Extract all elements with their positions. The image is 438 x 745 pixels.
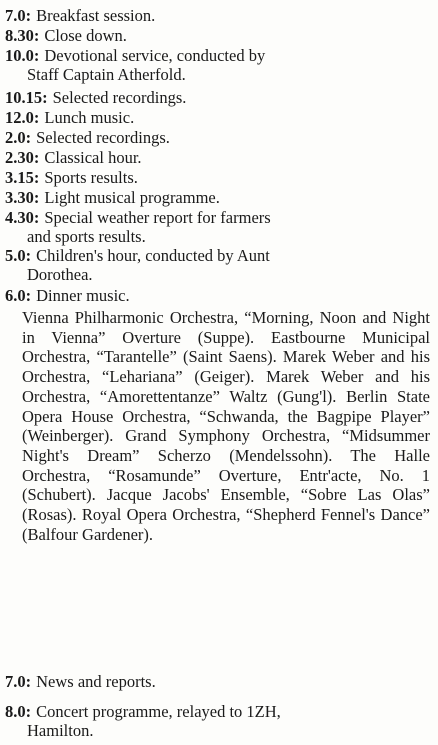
- entry-time: 8.0:: [5, 702, 32, 721]
- entry-time: 5.0:: [5, 246, 32, 265]
- schedule-entry: [5, 208, 430, 246]
- entry-time: 10.0:: [5, 46, 40, 65]
- entry-continuation: Hamilton.: [27, 721, 94, 740]
- entry-time: 8.30:: [5, 26, 40, 45]
- entry-text: Devotional service, conducted by: [44, 46, 266, 65]
- entry-text: Lunch music.: [44, 108, 135, 127]
- schedule-entry: [5, 672, 430, 691]
- entry-text: Special weather report for farmers: [44, 208, 271, 227]
- entry-text: Close down.: [44, 26, 127, 45]
- schedule-entry: [5, 128, 430, 147]
- entry-continuation: and sports results.: [27, 227, 146, 246]
- entry-time: 7.0:: [5, 672, 32, 691]
- entry-time: 3.15:: [5, 168, 40, 187]
- entry-text: Dinner music.: [36, 286, 130, 305]
- schedule-entry: [5, 168, 430, 187]
- entry-time: 3.30:: [5, 188, 40, 207]
- entry-continuation: Dorothea.: [27, 265, 93, 284]
- schedule-entry: [5, 88, 430, 107]
- schedule-entry: [5, 108, 430, 127]
- entry-continuation: Staff Captain Atherfold.: [27, 65, 186, 84]
- entry-time: 2.0:: [5, 128, 32, 147]
- entry-time: 10.15:: [5, 88, 48, 107]
- entry-text: Sports results.: [44, 168, 138, 187]
- schedule-entry: [5, 46, 430, 84]
- entry-time: 6.0:: [5, 286, 32, 305]
- schedule-entry: [5, 148, 430, 167]
- schedule-entry: [5, 26, 430, 45]
- entry-text: News and reports.: [36, 672, 156, 691]
- schedule-entry: [5, 286, 430, 305]
- entry-time: 2.30:: [5, 148, 40, 167]
- entry-time: 12.0:: [5, 108, 40, 127]
- schedule-entry: [5, 702, 430, 740]
- schedule-entry: [5, 6, 430, 25]
- entry-text: Concert programme, relayed to 1ZH,: [36, 702, 281, 721]
- schedule-entry: [5, 246, 430, 284]
- entry-text: Breakfast session.: [36, 6, 156, 25]
- entry-text: Light musical programme.: [44, 188, 220, 207]
- entry-text: Classical hour.: [44, 148, 142, 167]
- entry-text: Selected recordings.: [52, 88, 187, 107]
- entry-text: Children's hour, conducted by Aunt: [36, 246, 270, 265]
- entry-time: 4.30:: [5, 208, 40, 227]
- entry-text: Selected recordings.: [36, 128, 170, 147]
- schedule-entry: [5, 188, 430, 207]
- dinner-music-listing: Vienna Philharmonic Orchestra, “Morning, Noon and Night in Vienna” Overture (Suppe). Eastbourne Municipal Orchestra, “Tarantelle” (Saint Saens). Marek Weber and his Orchestra, “Lehariana” (Geiger). Marek Weber and his Orchestra, “Amorettentanze” Waltz (Gung'l). Berlin State Opera House Orchestra, “Schwanda, the Bagpipe Player” (Weinberger). Grand Symphony Orchestra, “Midsummer Night's Dream” Scherzo (Mendelssohn). The Halle Orchestra, “Rosamunde” Overture, Entr'acte, No. 1 (Schubert). Jacque Jacobs' Ensemble, “Sobre Las Olas” (Rosas). Royal Opera Orchestra, “Shepherd Fennel's Dance” (Balfour Gardener).: [22, 308, 430, 544]
- entry-time: 7.0:: [5, 6, 32, 25]
